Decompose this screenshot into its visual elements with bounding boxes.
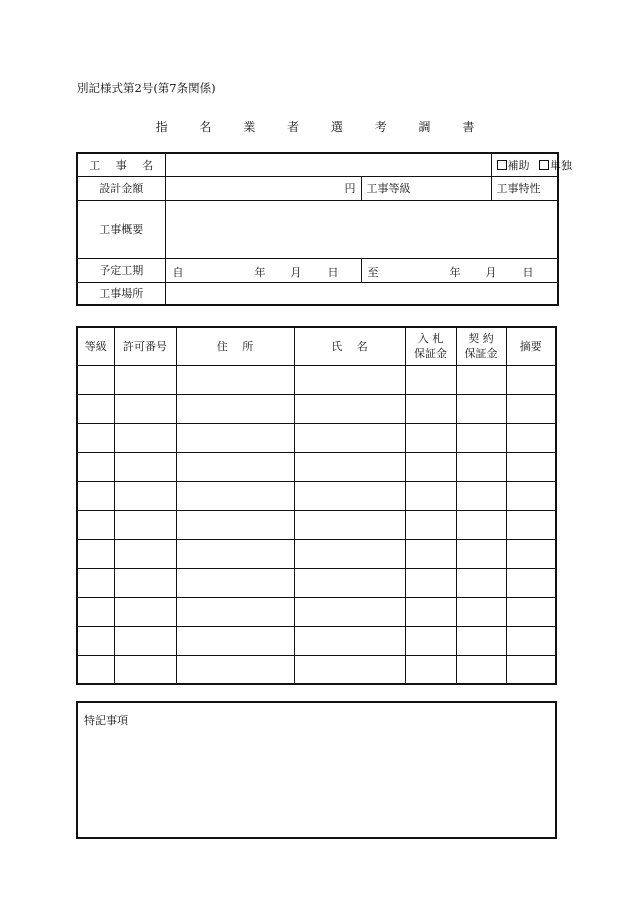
table-row <box>77 568 556 597</box>
grade-cell[interactable] <box>77 481 114 510</box>
contractor-table <box>76 326 557 685</box>
remarks-cell[interactable] <box>506 452 556 481</box>
table-row <box>77 539 556 568</box>
contract-deposit-cell[interactable] <box>456 626 506 655</box>
remarks-cell[interactable] <box>506 597 556 626</box>
name-cell[interactable] <box>294 626 405 655</box>
permit-number-cell[interactable] <box>114 394 176 423</box>
contract-deposit-cell[interactable] <box>456 423 506 452</box>
remarks-cell[interactable] <box>506 510 556 539</box>
from-day-label: 日 <box>327 265 339 279</box>
name-cell[interactable] <box>294 510 405 539</box>
work-characteristics-field[interactable] <box>491 176 558 200</box>
address-cell[interactable] <box>176 481 294 510</box>
bid-deposit-cell[interactable] <box>405 597 456 626</box>
special-notes-label: 特記事項 <box>84 714 128 727</box>
permit-number-cell[interactable] <box>114 655 176 684</box>
address-cell[interactable] <box>176 626 294 655</box>
bid-deposit-cell[interactable] <box>405 481 456 510</box>
contract-deposit-cell[interactable] <box>456 539 506 568</box>
contract-deposit-cell[interactable] <box>456 481 506 510</box>
schedule-to-field[interactable] <box>361 258 558 282</box>
address-cell[interactable] <box>176 394 294 423</box>
grade-cell[interactable] <box>77 452 114 481</box>
permit-number-cell[interactable] <box>114 597 176 626</box>
work-characteristics-label: 工事特性 <box>496 182 541 195</box>
grade-cell[interactable] <box>77 626 114 655</box>
contractor-rows <box>77 365 556 684</box>
document-title: 指 名 業 者 選 考 調 書 <box>155 120 489 134</box>
single-checkbox[interactable]: 単独 <box>539 159 572 172</box>
project-info-table <box>76 152 572 306</box>
grade-cell[interactable] <box>77 597 114 626</box>
design-amount-field[interactable] <box>165 176 361 200</box>
from-month-label: 月 <box>290 265 302 279</box>
table-row <box>77 481 556 510</box>
contract-deposit-cell[interactable] <box>456 568 506 597</box>
schedule-label: 予定工期 <box>77 258 165 282</box>
remarks-cell[interactable] <box>506 394 556 423</box>
col-remarks-header: 摘要 <box>506 327 556 365</box>
address-cell[interactable] <box>176 510 294 539</box>
address-cell[interactable] <box>176 539 294 568</box>
contract-deposit-cell[interactable] <box>456 452 506 481</box>
name-cell[interactable] <box>294 539 405 568</box>
table-row <box>77 597 556 626</box>
permit-number-cell[interactable] <box>114 626 176 655</box>
table-row <box>77 655 556 684</box>
contract-deposit-cell[interactable] <box>456 394 506 423</box>
bid-deposit-cell[interactable] <box>405 655 456 684</box>
table-row <box>77 394 556 423</box>
address-cell[interactable] <box>176 365 294 394</box>
contract-deposit-cell[interactable] <box>456 655 506 684</box>
col-permit-number-header: 許可番号 <box>114 327 176 365</box>
table-row <box>77 626 556 655</box>
permit-number-cell[interactable] <box>114 510 176 539</box>
address-cell[interactable] <box>176 655 294 684</box>
bid-deposit-cell[interactable] <box>405 394 456 423</box>
form-id: 別記様式第2号(第7条関係) <box>77 81 216 95</box>
to-day-label: 日 <box>522 265 534 279</box>
table-row <box>77 423 556 452</box>
name-cell[interactable] <box>294 452 405 481</box>
remarks-cell[interactable] <box>506 481 556 510</box>
col-bid-deposit-header: 入 札 保証金 <box>405 327 456 365</box>
contract-deposit-cell[interactable] <box>456 365 506 394</box>
name-cell[interactable] <box>294 655 405 684</box>
permit-number-cell[interactable] <box>114 568 176 597</box>
work-location-label: 工事場所 <box>77 282 165 305</box>
grade-cell[interactable] <box>77 568 114 597</box>
col-address-header: 住 所 <box>176 327 294 365</box>
remarks-cell[interactable] <box>506 626 556 655</box>
address-cell[interactable] <box>176 423 294 452</box>
permit-number-cell[interactable] <box>114 539 176 568</box>
work-location-field[interactable] <box>165 282 558 305</box>
yen-unit: 円 <box>344 182 356 195</box>
col-grade-header: 等級 <box>77 327 114 365</box>
col-name-header: 氏 名 <box>294 327 405 365</box>
work-name-field[interactable] <box>165 153 491 176</box>
col-contract-deposit-header: 契 約 保証金 <box>456 327 506 365</box>
schedule-from-field[interactable] <box>165 258 361 282</box>
remarks-cell[interactable] <box>506 539 556 568</box>
name-cell[interactable] <box>294 481 405 510</box>
grade-cell[interactable] <box>77 655 114 684</box>
remarks-cell[interactable] <box>506 568 556 597</box>
address-cell[interactable] <box>176 452 294 481</box>
from-year-label: 年 <box>254 265 266 279</box>
name-cell[interactable] <box>294 597 405 626</box>
remarks-cell[interactable] <box>506 365 556 394</box>
work-overview-field[interactable] <box>165 200 558 258</box>
grade-cell[interactable] <box>77 394 114 423</box>
bid-deposit-cell[interactable] <box>405 539 456 568</box>
table-row <box>77 452 556 481</box>
bid-deposit-cell[interactable] <box>405 423 456 452</box>
work-grade-field[interactable] <box>361 176 491 200</box>
name-cell[interactable] <box>294 394 405 423</box>
table-row <box>77 510 556 539</box>
bid-deposit-cell[interactable] <box>405 568 456 597</box>
address-cell[interactable] <box>176 597 294 626</box>
remarks-cell[interactable] <box>506 423 556 452</box>
contract-deposit-cell[interactable] <box>456 510 506 539</box>
name-cell[interactable] <box>294 365 405 394</box>
grade-cell[interactable] <box>77 510 114 539</box>
from-label: 自 <box>172 265 184 279</box>
grade-cell[interactable] <box>77 423 114 452</box>
funding-type-cell <box>491 153 572 176</box>
bid-deposit-cell[interactable] <box>405 452 456 481</box>
bid-deposit-cell[interactable] <box>405 365 456 394</box>
name-cell[interactable] <box>294 568 405 597</box>
table-row <box>77 365 556 394</box>
permit-number-cell[interactable] <box>114 481 176 510</box>
bid-deposit-cell[interactable] <box>405 626 456 655</box>
special-notes-box[interactable] <box>76 701 557 839</box>
work-name-label: 工 事 名 <box>77 153 165 176</box>
remarks-cell[interactable] <box>506 655 556 684</box>
permit-number-cell[interactable] <box>114 423 176 452</box>
grade-cell[interactable] <box>77 539 114 568</box>
permit-number-cell[interactable] <box>114 365 176 394</box>
name-cell[interactable] <box>294 423 405 452</box>
address-cell[interactable] <box>176 568 294 597</box>
contract-deposit-cell[interactable] <box>456 597 506 626</box>
subsidy-checkbox[interactable]: 補助 <box>497 159 530 172</box>
work-overview-label: 工事概要 <box>77 200 165 258</box>
bid-deposit-cell[interactable] <box>405 510 456 539</box>
to-month-label: 月 <box>485 265 497 279</box>
to-label: 至 <box>367 265 379 279</box>
to-year-label: 年 <box>449 265 461 279</box>
design-amount-label: 設計金額 <box>77 176 165 200</box>
grade-cell[interactable] <box>77 365 114 394</box>
checkbox-icon <box>497 160 507 170</box>
checkbox-icon <box>539 160 549 170</box>
work-grade-label: 工事等級 <box>366 182 411 195</box>
permit-number-cell[interactable] <box>114 452 176 481</box>
